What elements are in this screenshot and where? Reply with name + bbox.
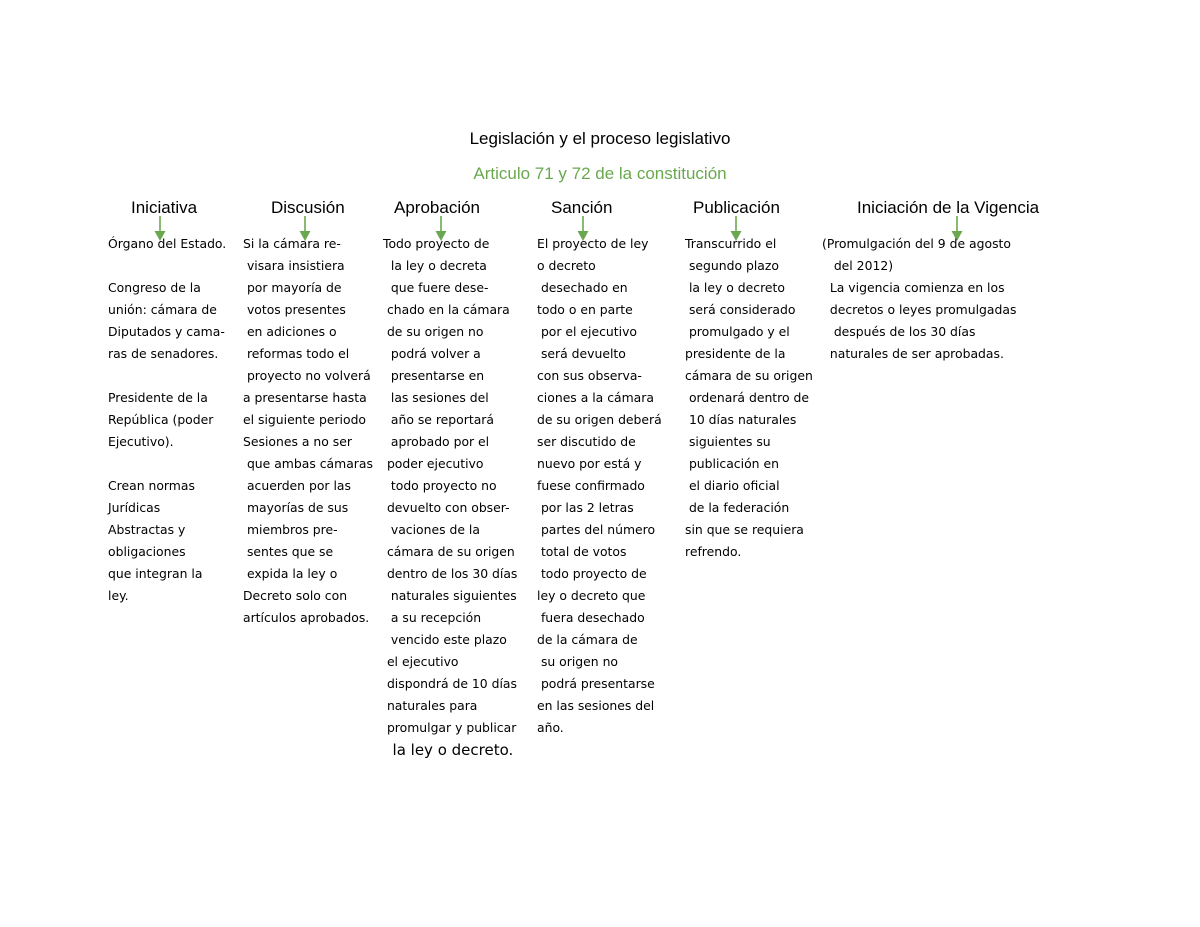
stage-line: de la federación <box>685 500 790 515</box>
page-subtitle: Articulo 71 y 72 de la constitución <box>473 164 727 183</box>
stage-line: ley o decreto que <box>537 588 646 603</box>
stage-line: las sesiones del <box>383 390 489 405</box>
stage-line: que integran la <box>108 566 203 581</box>
stage-line: del 2012) <box>822 258 894 273</box>
stage-line: expida la ley o <box>243 566 338 581</box>
stage-line: segundo plazo <box>685 258 779 273</box>
stage-line: 10 días naturales <box>685 412 797 427</box>
stage-line: el ejecutivo <box>383 654 459 669</box>
stage-line: presentarse en <box>383 368 485 383</box>
stage-line: unión: cámara de <box>108 302 217 317</box>
stage-line: ciones a la cámara <box>537 390 654 405</box>
stage-line: la ley o decreto. <box>383 741 514 759</box>
stage-line: poder ejecutivo <box>383 456 484 471</box>
stage-line: nuevo por está y <box>537 456 642 471</box>
stage-line: el diario oficial <box>685 478 780 493</box>
stage-line: su origen no <box>537 654 619 669</box>
stage-line: Ejecutivo). <box>108 434 174 449</box>
stage-line: Congreso de la <box>108 280 201 295</box>
stage-line: ley. <box>108 588 129 603</box>
stage-line: Crean normas <box>108 478 195 493</box>
stage-line: El proyecto de ley <box>537 236 649 251</box>
stage-line: Jurídicas <box>108 500 161 515</box>
stage-line: (Promulgación del 9 de agosto <box>822 236 1011 251</box>
stage-line: Órgano del Estado. <box>108 236 227 251</box>
stage-line: año se reportará <box>383 412 494 427</box>
stage-line: de su origen no <box>383 324 484 339</box>
stage-line: ras de senadores. <box>108 346 219 361</box>
stage-line: sin que se requiera <box>685 522 804 537</box>
stage-line: naturales de ser aprobadas. <box>822 346 1004 361</box>
stage-line: dispondrá de 10 días <box>383 676 517 691</box>
stage-line: fuera desechado <box>537 610 645 625</box>
stage-text-vigencia <box>822 233 1016 365</box>
stage-text-discusion <box>243 233 373 629</box>
stage-line: Todo proyecto de <box>383 236 490 251</box>
stage-line: cámara de su origen <box>685 368 813 383</box>
stage-line: que ambas cámaras <box>243 456 373 471</box>
stage-line: en las sesiones del <box>537 698 655 713</box>
stage-line: devuelto con obser- <box>383 500 510 515</box>
stage-line: por el ejecutivo <box>537 324 637 339</box>
stage-line: vencido este plazo <box>383 632 507 647</box>
stage-line: publicación en <box>685 456 779 471</box>
stage-line: por mayoría de <box>243 280 342 295</box>
stage-line: partes del número <box>537 522 656 537</box>
stage-line: naturales siguientes <box>383 588 517 603</box>
stage-line: o decreto <box>537 258 596 273</box>
stage-line: promulgado y el <box>685 324 790 339</box>
stage-line: será devuelto <box>537 346 626 361</box>
stage-line: a presentarse hasta <box>243 390 367 405</box>
stage-line: Decreto solo con <box>243 588 348 603</box>
stage-line: vaciones de la <box>383 522 480 537</box>
stage-text-aprobacion <box>383 233 517 761</box>
stage-line: República (poder <box>108 412 214 427</box>
stage-line: Abstractas y <box>108 522 186 537</box>
stage-line: de la cámara de <box>537 632 638 647</box>
stage-line: naturales para <box>383 698 478 713</box>
stage-line: después de los 30 días <box>822 324 976 339</box>
stage-text-iniciativa <box>108 233 226 607</box>
stage-line: cámara de su origen <box>383 544 515 559</box>
stage-line: desechado en <box>537 280 628 295</box>
stage-line: de su origen deberá <box>537 412 662 427</box>
stage-line: ordenará dentro de <box>685 390 809 405</box>
stage-line: sentes que se <box>243 544 334 559</box>
stage-line: Diputados y cama- <box>108 324 225 339</box>
stage-heading-sancion: Sanción <box>551 198 613 217</box>
stage-line: en adiciones o <box>243 324 337 339</box>
stage-line: refrendo. <box>685 544 742 559</box>
stage-line: La vigencia comienza en los <box>822 280 1005 295</box>
stage-line: visara insistiera <box>243 258 345 273</box>
stage-line: Transcurrido el <box>685 236 777 251</box>
stage-line: total de votos <box>537 544 627 559</box>
stage-line: Si la cámara re- <box>243 236 341 251</box>
stage-text-publicacion <box>685 233 813 563</box>
stage-line: por las 2 letras <box>537 500 634 515</box>
stage-line: podrá presentarse <box>537 676 655 691</box>
stage-text-sancion <box>537 233 662 739</box>
stage-line: siguientes su <box>685 434 771 449</box>
stage-line <box>108 365 226 387</box>
stage-line: reformas todo el <box>243 346 350 361</box>
stage-line: acuerden por las <box>243 478 351 493</box>
stage-line: Sesiones a no ser <box>243 434 352 449</box>
stage-line: ser discutido de <box>537 434 636 449</box>
page-title: Legislación y el proceso legislativo <box>469 129 731 148</box>
stage-line: presidente de la <box>685 346 786 361</box>
stage-line: fuese confirmado <box>537 478 645 493</box>
stage-line: con sus observa- <box>537 368 642 383</box>
stage-line: aprobado por el <box>383 434 490 449</box>
stage-line: la ley o decreto <box>685 280 785 295</box>
stage-line: todo proyecto no <box>383 478 497 493</box>
stage-heading-discusion: Discusión <box>271 198 345 217</box>
stage-heading-publicacion: Publicación <box>693 198 780 217</box>
stage-line: dentro de los 30 días <box>383 566 518 581</box>
stage-line: mayorías de sus <box>243 500 349 515</box>
stage-heading-aprobacion: Aprobación <box>394 198 481 217</box>
stage-line: chado en la cámara <box>383 302 510 317</box>
stage-line: a su recepción <box>383 610 482 625</box>
stage-line: obligaciones <box>108 544 186 559</box>
stage-line: proyecto no volverá <box>243 368 371 383</box>
stage-line: promulgar y publicar <box>383 720 517 735</box>
stage-line: será considerado <box>685 302 796 317</box>
stage-line: podrá volver a <box>383 346 481 361</box>
stage-line: todo proyecto de <box>537 566 647 581</box>
stage-line: miembros pre- <box>243 522 338 537</box>
stage-line: Presidente de la <box>108 390 208 405</box>
stage-line <box>108 453 226 475</box>
stage-line: que fuere dese- <box>383 280 489 295</box>
stage-line: año. <box>537 720 564 735</box>
stage-line: todo o en parte <box>537 302 633 317</box>
stage-line: votos presentes <box>243 302 346 317</box>
stage-heading-iniciativa: Iniciativa <box>131 198 198 217</box>
stage-line: la ley o decreta <box>383 258 487 273</box>
stage-line <box>108 255 226 277</box>
stage-line: decretos o leyes promulgadas <box>822 302 1017 317</box>
stage-line: el siguiente periodo <box>243 412 367 427</box>
stage-heading-vigencia: Iniciación de la Vigencia <box>857 198 1040 217</box>
stage-line: artículos aprobados. <box>243 610 370 625</box>
